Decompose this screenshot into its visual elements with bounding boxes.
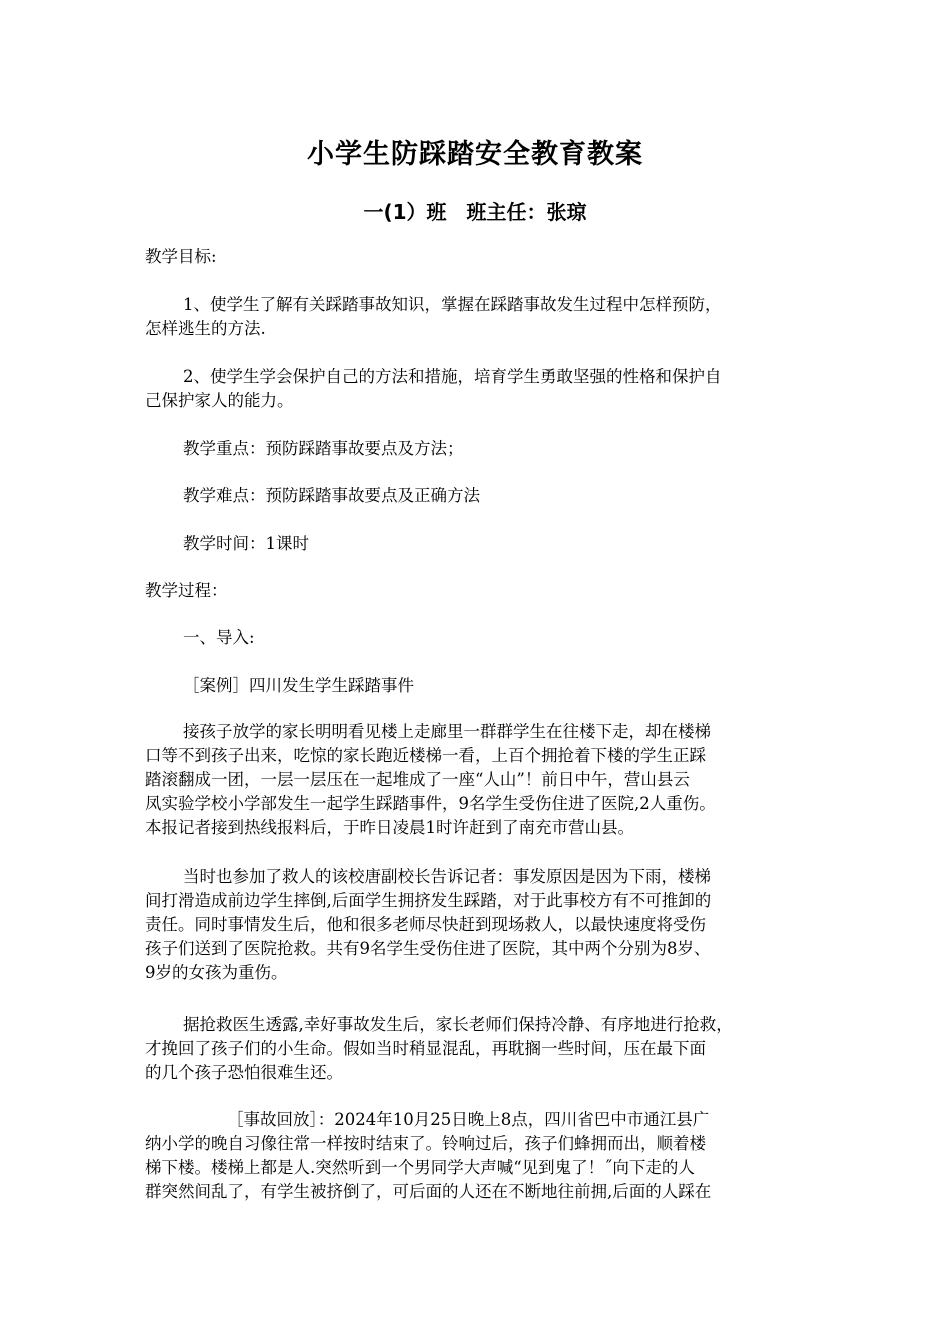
paragraph-line: 本报记者接到热线报料后，于昨日凌晨1时许赶到了南充市营山县。: [145, 818, 634, 837]
paragraph-line: 踏滚翻成一团，一层一层压在一起堆成了一座“人山”！前日中午，营山县云: [145, 770, 690, 789]
case-paragraph-2: [145, 865, 805, 985]
class-teacher-subtitle: 一(1）班 班主任：张琼: [363, 200, 587, 224]
objective-2-line: 己保护家人的能力。: [145, 391, 294, 410]
paragraph-line: 才挽回了孩子们的小生命。假如当时稍显混乱，再耽搁一些时间，压在最下面: [145, 1039, 706, 1058]
paragraph-line: 9岁的女孩为重伤。: [145, 963, 288, 982]
paragraph-line: 的几个孩子恐怕很难生还。: [145, 1063, 343, 1082]
paragraph-line: 孩子们送到了医院抢救。共有9名学生受伤住进了医院，其中两个分别为8岁、: [145, 939, 711, 958]
case-paragraph-1: [145, 720, 805, 840]
paragraph-line: 凤实验学校小学部发生一起学生踩踏事件，9名学生受伤住进了医院,2人重伤。: [145, 794, 716, 813]
paragraph-line: 口等不到孩子出来，吃惊的家长跑近楼梯一看，上百个拥抢着下楼的学生正踩: [145, 746, 706, 765]
duration: 教学时间：1课时: [183, 534, 309, 553]
objective-2: [145, 365, 805, 413]
paragraph-line: ［事故回放］：2024年10月25日晚上8点，四川省巴中市通江县广: [227, 1110, 710, 1129]
paragraph-line: 纳小学的晚自习像往常一样按时结束了。铃响过后，孩子们蜂拥而出，顺着楼: [145, 1134, 706, 1153]
paragraph-line: 梯下楼。楼梯上都是人.突然听到一个男同学大声喊“见到鬼了！˝向下走的人: [145, 1158, 695, 1177]
document-title: 小学生防踩踏安全教育教案: [307, 139, 643, 170]
difficulty: 教学难点：预防踩踏事故要点及正确方法: [183, 486, 480, 505]
case-paragraph-3: [145, 1013, 805, 1085]
objective-1: [145, 293, 805, 341]
paragraph-line: 责任。同时事情发生后，他和很多老师尽快赶到现场救人，以最快速度将受伤: [145, 915, 706, 934]
objectives-heading: 教学目标:: [145, 247, 217, 266]
paragraph-line: 群突然间乱了，有学生被挤倒了，可后面的人还在不断地往前拥,后面的人踩在: [145, 1182, 712, 1201]
objective-1-line: 怎样逃生的方法.: [145, 319, 266, 338]
case-heading: ［案例］四川发生学生踩踏事件: [183, 676, 414, 695]
objective-2-line: 2、使学生学会保护自己的方法和措施，培育学生勇敢坚强的性格和保护自: [183, 367, 722, 386]
process-heading: 教学过程：: [145, 581, 228, 600]
objective-1-line: 1、使学生了解有关踩踏事故知识，掌握在踩踏事故发生过程中怎样预防，: [183, 295, 722, 314]
paragraph-line: 当时也参加了救人的该校唐副校长告诉记者：事发原因是因为下雨，楼梯: [183, 867, 711, 886]
paragraph-line: 间打滑造成前边学生摔倒,后面学生拥挤发生踩踏，对于此事校方有不可推卸的: [145, 891, 712, 910]
paragraph-line: 据抢救医生透露,幸好事故发生后，家长老师们保持冷静、有序地进行抢救，: [183, 1015, 733, 1034]
intro-heading: 一、导入:: [183, 628, 255, 647]
paragraph-line: 接孩子放学的家长明明看见楼上走廊里一群群学生在往楼下走，却在楼梯: [183, 722, 711, 741]
key-point: 教学重点：预防踩踏事故要点及方法；: [183, 439, 464, 458]
incident-replay-paragraph: [145, 1108, 805, 1204]
